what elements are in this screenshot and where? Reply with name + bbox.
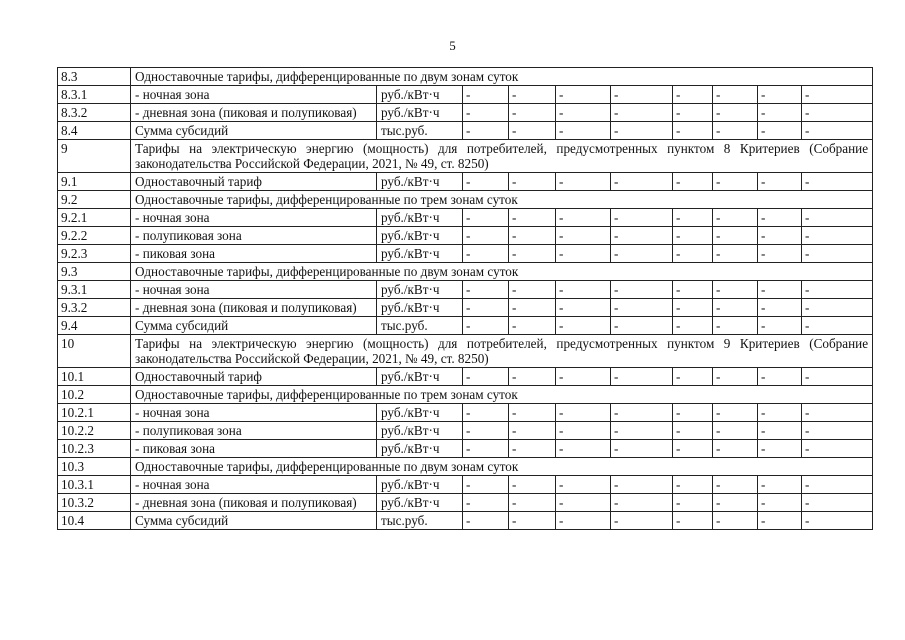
value-cell: - [802,476,873,494]
row-number: 9.2.1 [58,209,131,227]
value-cell: - [673,476,713,494]
value-cell: - [673,245,713,263]
section-title: Одноставочные тарифы, дифференцированные по трем зонам суток [131,386,873,404]
row-unit: руб./кВт·ч [377,245,463,263]
row-name: - полупиковая зона [131,227,377,245]
table-row [58,476,873,494]
value-cell: - [611,227,673,245]
value-cell: - [673,422,713,440]
value-cell: - [509,404,556,422]
value-cell: - [611,404,673,422]
row-name: - пиковая зона [131,440,377,458]
value-cell: - [713,317,758,335]
value-cell: - [713,173,758,191]
value-cell: - [556,404,611,422]
value-cell: - [556,173,611,191]
value-cell: - [611,422,673,440]
page-number: 5 [449,38,456,53]
value-cell: - [463,317,509,335]
table-row [58,173,873,191]
value-cell: - [758,86,802,104]
row-name: - дневная зона (пиковая и полупиковая) [131,104,377,122]
value-cell: - [463,122,509,140]
value-cell: - [556,317,611,335]
value-cell: - [463,422,509,440]
value-cell: - [509,317,556,335]
value-cell: - [713,422,758,440]
row-name: Одноставочный тариф [131,173,377,191]
row-unit: руб./кВт·ч [377,209,463,227]
value-cell: - [758,476,802,494]
value-cell: - [463,245,509,263]
value-cell: - [802,245,873,263]
value-cell: - [556,86,611,104]
value-cell: - [556,245,611,263]
value-cell: - [802,104,873,122]
row-number: 9.3.2 [58,299,131,317]
value-cell: - [463,440,509,458]
row-name: - ночная зона [131,404,377,422]
section-title: Тарифы на электрическую энергию (мощность) для потребителей, предусмотренных пунктом 9 Критериев (Собрание законодательства Российской Федерации, 2021, № 49, ст. 8250) [131,335,873,368]
value-cell: - [673,209,713,227]
row-name: - дневная зона (пиковая и полупиковая) [131,299,377,317]
value-cell: - [463,104,509,122]
value-cell: - [802,368,873,386]
row-unit: руб./кВт·ч [377,440,463,458]
value-cell: - [802,440,873,458]
value-cell: - [713,122,758,140]
row-unit: руб./кВт·ч [377,422,463,440]
value-cell: - [556,227,611,245]
row-unit: руб./кВт·ч [377,404,463,422]
value-cell: - [758,512,802,530]
value-cell: - [463,209,509,227]
value-cell: - [509,122,556,140]
value-cell: - [713,104,758,122]
value-cell: - [463,512,509,530]
row-number: 10.1 [58,368,131,386]
value-cell: - [673,173,713,191]
value-cell: - [611,173,673,191]
value-cell: - [758,422,802,440]
value-cell: - [802,86,873,104]
value-cell: - [713,476,758,494]
value-cell: - [509,422,556,440]
row-number: 9.3 [58,263,131,281]
section-row [58,191,873,209]
value-cell: - [463,281,509,299]
value-cell: - [556,368,611,386]
row-unit: руб./кВт·ч [377,86,463,104]
value-cell: - [713,368,758,386]
row-unit: тыс.руб. [377,317,463,335]
value-cell: - [673,122,713,140]
value-cell: - [673,86,713,104]
row-number: 9.4 [58,317,131,335]
table-row [58,440,873,458]
value-cell: - [758,440,802,458]
row-name: Сумма субсидий [131,512,377,530]
value-cell: - [509,476,556,494]
value-cell: - [556,281,611,299]
tariff-table [57,67,873,530]
row-number: 10.3.2 [58,494,131,512]
value-cell: - [509,281,556,299]
row-number: 10.2 [58,386,131,404]
section-title: Одноставочные тарифы, дифференцированные по двум зонам суток [131,458,873,476]
row-number: 10.2.1 [58,404,131,422]
row-unit: тыс.руб. [377,512,463,530]
section-title: Одноставочные тарифы, дифференцированные по двум зонам суток [131,263,873,281]
row-name: - ночная зона [131,209,377,227]
value-cell: - [673,317,713,335]
value-cell: - [758,122,802,140]
value-cell: - [758,368,802,386]
value-cell: - [713,227,758,245]
row-number: 8.3.1 [58,86,131,104]
value-cell: - [758,104,802,122]
row-unit: руб./кВт·ч [377,494,463,512]
section-title: Тарифы на электрическую энергию (мощность) для потребителей, предусмотренных пунктом 8 Критериев (Собрание законодательства Российской Федерации, 2021, № 49, ст. 8250) [131,140,873,173]
row-number: 10.4 [58,512,131,530]
section-row [58,263,873,281]
value-cell: - [802,227,873,245]
value-cell: - [673,104,713,122]
table-row [58,404,873,422]
value-cell: - [713,281,758,299]
row-number: 9.1 [58,173,131,191]
value-cell: - [611,317,673,335]
table-body [58,68,873,530]
table-row [58,122,873,140]
value-cell: - [758,299,802,317]
value-cell: - [673,494,713,512]
value-cell: - [509,512,556,530]
row-number: 10.2.3 [58,440,131,458]
value-cell: - [673,440,713,458]
table-row [58,245,873,263]
table-row [58,281,873,299]
row-unit: руб./кВт·ч [377,368,463,386]
table-row [58,299,873,317]
section-row [58,386,873,404]
row-number: 9.2.2 [58,227,131,245]
value-cell: - [713,209,758,227]
value-cell: - [463,494,509,512]
value-cell: - [758,173,802,191]
value-cell: - [509,227,556,245]
row-number: 10.3 [58,458,131,476]
table-row [58,209,873,227]
value-cell: - [802,422,873,440]
value-cell: - [802,317,873,335]
row-unit: руб./кВт·ч [377,281,463,299]
row-name: - полупиковая зона [131,422,377,440]
value-cell: - [509,173,556,191]
value-cell: - [463,368,509,386]
row-name: Сумма субсидий [131,122,377,140]
row-number: 9.3.1 [58,281,131,299]
value-cell: - [713,86,758,104]
row-unit: руб./кВт·ч [377,476,463,494]
table-row [58,494,873,512]
value-cell: - [673,368,713,386]
value-cell: - [556,104,611,122]
value-cell: - [463,299,509,317]
value-cell: - [673,512,713,530]
value-cell: - [673,299,713,317]
value-cell: - [463,173,509,191]
value-cell: - [463,227,509,245]
section-row [58,335,873,368]
value-cell: - [509,209,556,227]
value-cell: - [758,281,802,299]
value-cell: - [611,86,673,104]
value-cell: - [802,209,873,227]
section-row [58,68,873,86]
value-cell: - [713,404,758,422]
value-cell: - [673,281,713,299]
value-cell: - [713,245,758,263]
value-cell: - [611,440,673,458]
table-row [58,227,873,245]
section-row [58,458,873,476]
value-cell: - [758,317,802,335]
value-cell: - [713,299,758,317]
value-cell: - [802,281,873,299]
value-cell: - [611,494,673,512]
table-row [58,512,873,530]
value-cell: - [556,122,611,140]
row-name: - ночная зона [131,476,377,494]
value-cell: - [556,476,611,494]
value-cell: - [463,86,509,104]
section-title: Одноставочные тарифы, дифференцированные по трем зонам суток [131,191,873,209]
value-cell: - [802,404,873,422]
row-number: 10 [58,335,131,368]
row-number: 9.2 [58,191,131,209]
value-cell: - [611,299,673,317]
table-row [58,104,873,122]
value-cell: - [611,512,673,530]
table-row [58,317,873,335]
value-cell: - [509,104,556,122]
value-cell: - [758,227,802,245]
value-cell: - [802,173,873,191]
table-row [58,422,873,440]
value-cell: - [556,422,611,440]
row-unit: руб./кВт·ч [377,299,463,317]
row-unit: руб./кВт·ч [377,173,463,191]
row-name: - ночная зона [131,86,377,104]
value-cell: - [802,512,873,530]
value-cell: - [556,512,611,530]
value-cell: - [509,299,556,317]
row-unit: тыс.руб. [377,122,463,140]
value-cell: - [611,209,673,227]
row-number: 9 [58,140,131,173]
value-cell: - [556,440,611,458]
row-number: 10.3.1 [58,476,131,494]
row-number: 8.3.2 [58,104,131,122]
row-name: Одноставочный тариф [131,368,377,386]
table-row [58,368,873,386]
row-unit: руб./кВт·ч [377,227,463,245]
value-cell: - [556,209,611,227]
section-row [58,140,873,173]
value-cell: - [509,368,556,386]
value-cell: - [713,440,758,458]
value-cell: - [758,494,802,512]
value-cell: - [509,440,556,458]
value-cell: - [611,368,673,386]
row-number: 10.2.2 [58,422,131,440]
row-name: Сумма субсидий [131,317,377,335]
value-cell: - [802,494,873,512]
value-cell: - [758,209,802,227]
row-name: - дневная зона (пиковая и полупиковая) [131,494,377,512]
value-cell: - [611,476,673,494]
value-cell: - [758,245,802,263]
value-cell: - [509,494,556,512]
value-cell: - [463,404,509,422]
value-cell: - [611,281,673,299]
value-cell: - [758,404,802,422]
value-cell: - [713,494,758,512]
value-cell: - [463,476,509,494]
row-unit: руб./кВт·ч [377,104,463,122]
value-cell: - [802,122,873,140]
row-number: 8.4 [58,122,131,140]
row-name: - ночная зона [131,281,377,299]
value-cell: - [611,245,673,263]
value-cell: - [673,227,713,245]
value-cell: - [611,104,673,122]
value-cell: - [556,299,611,317]
row-number: 8.3 [58,68,131,86]
value-cell: - [713,512,758,530]
table-row [58,86,873,104]
value-cell: - [802,299,873,317]
value-cell: - [611,122,673,140]
value-cell: - [556,494,611,512]
row-number: 9.2.3 [58,245,131,263]
value-cell: - [509,86,556,104]
row-name: - пиковая зона [131,245,377,263]
value-cell: - [673,404,713,422]
value-cell: - [509,245,556,263]
section-title: Одноставочные тарифы, дифференцированные по двум зонам суток [131,68,873,86]
